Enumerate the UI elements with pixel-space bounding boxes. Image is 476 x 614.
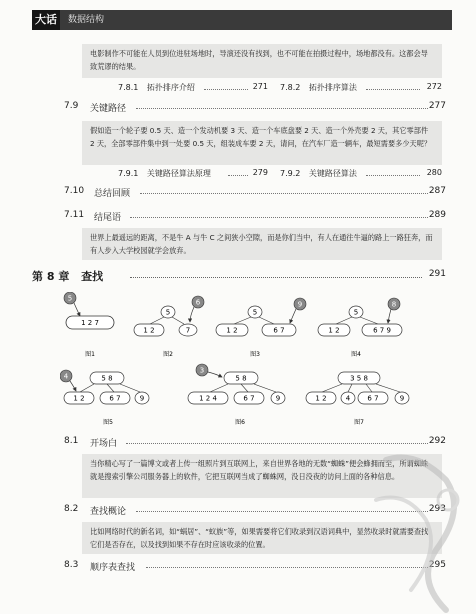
quote-box-car: 假如造一个轮子要 0.5 天、造一个发动机要 3 天、造一个车底盘要 2 天、造一个外壳要 2 天，其它零部件 2 天，全部零部件集中到一处要 0.5 天，组装成车要 2 天，请问，在汽车厂造一辆车，最短需要多少天呢？ [82,121,442,165]
node-keys: 6 7 [367,394,379,403]
quote-box-spider: 当你精心写了一篇博文或者上传一组照片到互联网上，来自世界各地的无数“蜘蛛”便会蜂拥而至，所谓蜘蛛就是搜索引擎公司服务器上的软件，它把互联网当成了蜘蛛网，没日没夜的访问上面的各种信息。 [82,454,442,498]
btree-insertion-diagram [60,292,420,432]
node-keys: 1 2 [328,326,340,335]
toc-title: 拓扑排序介绍 [146,83,195,92]
toc-num: 7.11 [64,210,85,220]
book-logo: 大话 [32,10,60,30]
toc-title: 查找概论 [90,507,127,517]
toc-page: 287 [428,186,446,196]
node-keys: 5 8 [235,374,247,383]
node-keys: 7 [185,326,191,335]
node-keys: 1 2 [143,326,155,335]
quote-box-distance: 世界上最遥远的距离，不是牛 A 与牛 C 之间狭小空隙，而是你们当中，有人在通往牛逼的路上一路狂奔，而有人步入大学校园就学会放弃。 [82,228,442,260]
node-keys: 1 2 [226,326,238,335]
page-header [32,10,452,30]
figure-3 [216,298,306,358]
toc-num: 8.1 [64,436,79,446]
toc-page: 279 [252,168,268,177]
toc-num: 7.9.2 [280,169,301,178]
node-keys: 6 7 9 [373,326,391,335]
toc-page: 291 [428,269,446,279]
toc-leader [204,89,248,90]
figure-2 [134,296,204,358]
toc-entry-7-9[interactable] [64,101,446,113]
toc-title: 拓扑排序算法 [308,83,357,92]
node-keys: 6 7 [109,394,121,403]
toc-title: 关键路径 [90,104,127,114]
toc-num: 8.3 [64,560,79,570]
chapter-title: 查找 [81,270,104,283]
toc-leader [228,175,248,176]
toc-title: 关键路径算法 [308,169,357,178]
toc-page: 295 [428,560,446,570]
figure-7 [306,372,409,426]
toc-leader [130,277,422,278]
toc-page: 292 [428,436,446,446]
insert-key: 5 [67,294,73,303]
toc-entry-7-11[interactable] [64,210,446,222]
figure-caption: 图4 [351,351,361,358]
toc-page: 277 [428,101,446,111]
toc-title: 结尾语 [94,213,122,223]
node-keys: 1 2 4 [199,394,217,403]
figure-1 [64,292,114,358]
toc-entry-7-8-2[interactable] [280,82,442,93]
toc-title: 开场白 [90,439,118,449]
figure-caption: 图3 [250,351,260,358]
figure-caption: 图2 [163,351,173,358]
node-keys: 9 [275,394,281,403]
insert-key: 6 [195,298,201,307]
toc-page: 280 [426,168,442,177]
toc-num: 8.2 [64,504,79,514]
node-keys: 5 8 [101,374,113,383]
toc-entry-7-9-1[interactable] [118,168,268,179]
insert-key: 4 [63,372,69,381]
toc-num: 7.8.2 [280,83,301,92]
node-keys: 9 [399,394,405,403]
node-keys: 3 5 8 [350,374,368,383]
toc-num: 7.8.1 [118,83,139,92]
figure-caption: 图6 [235,419,245,426]
toc-leader [136,108,428,109]
toc-entry-7-9-2[interactable] [280,168,442,179]
toc-leader [366,175,420,176]
quote-box-film: 电影制作不可能在人员到位进驻场地时，导演还没有找到，也不可能在拍摄过程中，场地都没有。这都会导致荒谬的结果。 [82,44,442,78]
insert-key: 8 [391,300,397,309]
toc-entry-7-8-1[interactable] [118,82,268,93]
toc-page: 272 [426,82,442,91]
node-keys: 5 [165,308,171,317]
chapter-num: 第 8 章 [32,270,70,283]
toc-num: 7.9.1 [118,169,139,178]
node-keys: 6 7 [243,394,255,403]
watermark-decoration [356,440,476,614]
node-keys: 4 [345,394,351,403]
toc-title: 关键路径算法原理 [146,169,211,178]
toc-entry-7-10[interactable] [64,186,446,198]
figure-4 [318,298,402,358]
insert-key: 3 [199,366,205,375]
insert-key: 9 [297,300,303,309]
toc-page: 293 [428,504,446,514]
toc-title: 总结回顾 [94,189,131,199]
node-keys: 1 2 7 [81,319,99,327]
node-keys: 1 2 [315,394,327,403]
figure-caption: 图1 [85,351,95,358]
figure-caption: 图7 [354,419,364,426]
toc-num: 7.10 [64,186,85,196]
node-keys: 1 2 [73,394,85,403]
node-keys: 6 7 [273,326,285,335]
node-keys: 9 [139,394,145,403]
toc-num: 7.9 [64,101,79,111]
node-keys: 5 [353,308,359,317]
toc-chapter-8[interactable] [32,268,446,284]
figure-caption: 图5 [103,419,113,426]
toc-title: 顺序表查找 [90,563,136,573]
figure-5 [60,370,149,426]
toc-leader [130,217,428,218]
toc-leader [140,193,428,194]
toc-leader [366,89,420,90]
quote-box-dictionary: 比如网络时代的新名词，如“蜗居”、“蚁族”等，如果需要将它们收录到汉语词典中，显然收录时就需要查找它们是否存在，以及找到如果不存在时应该收录的位置。 [82,522,442,554]
book-title: 数据结构 [60,10,452,30]
node-keys: 5 [252,308,258,317]
toc-page: 271 [252,82,268,91]
figure-6 [188,364,285,426]
toc-page: 289 [428,210,446,220]
